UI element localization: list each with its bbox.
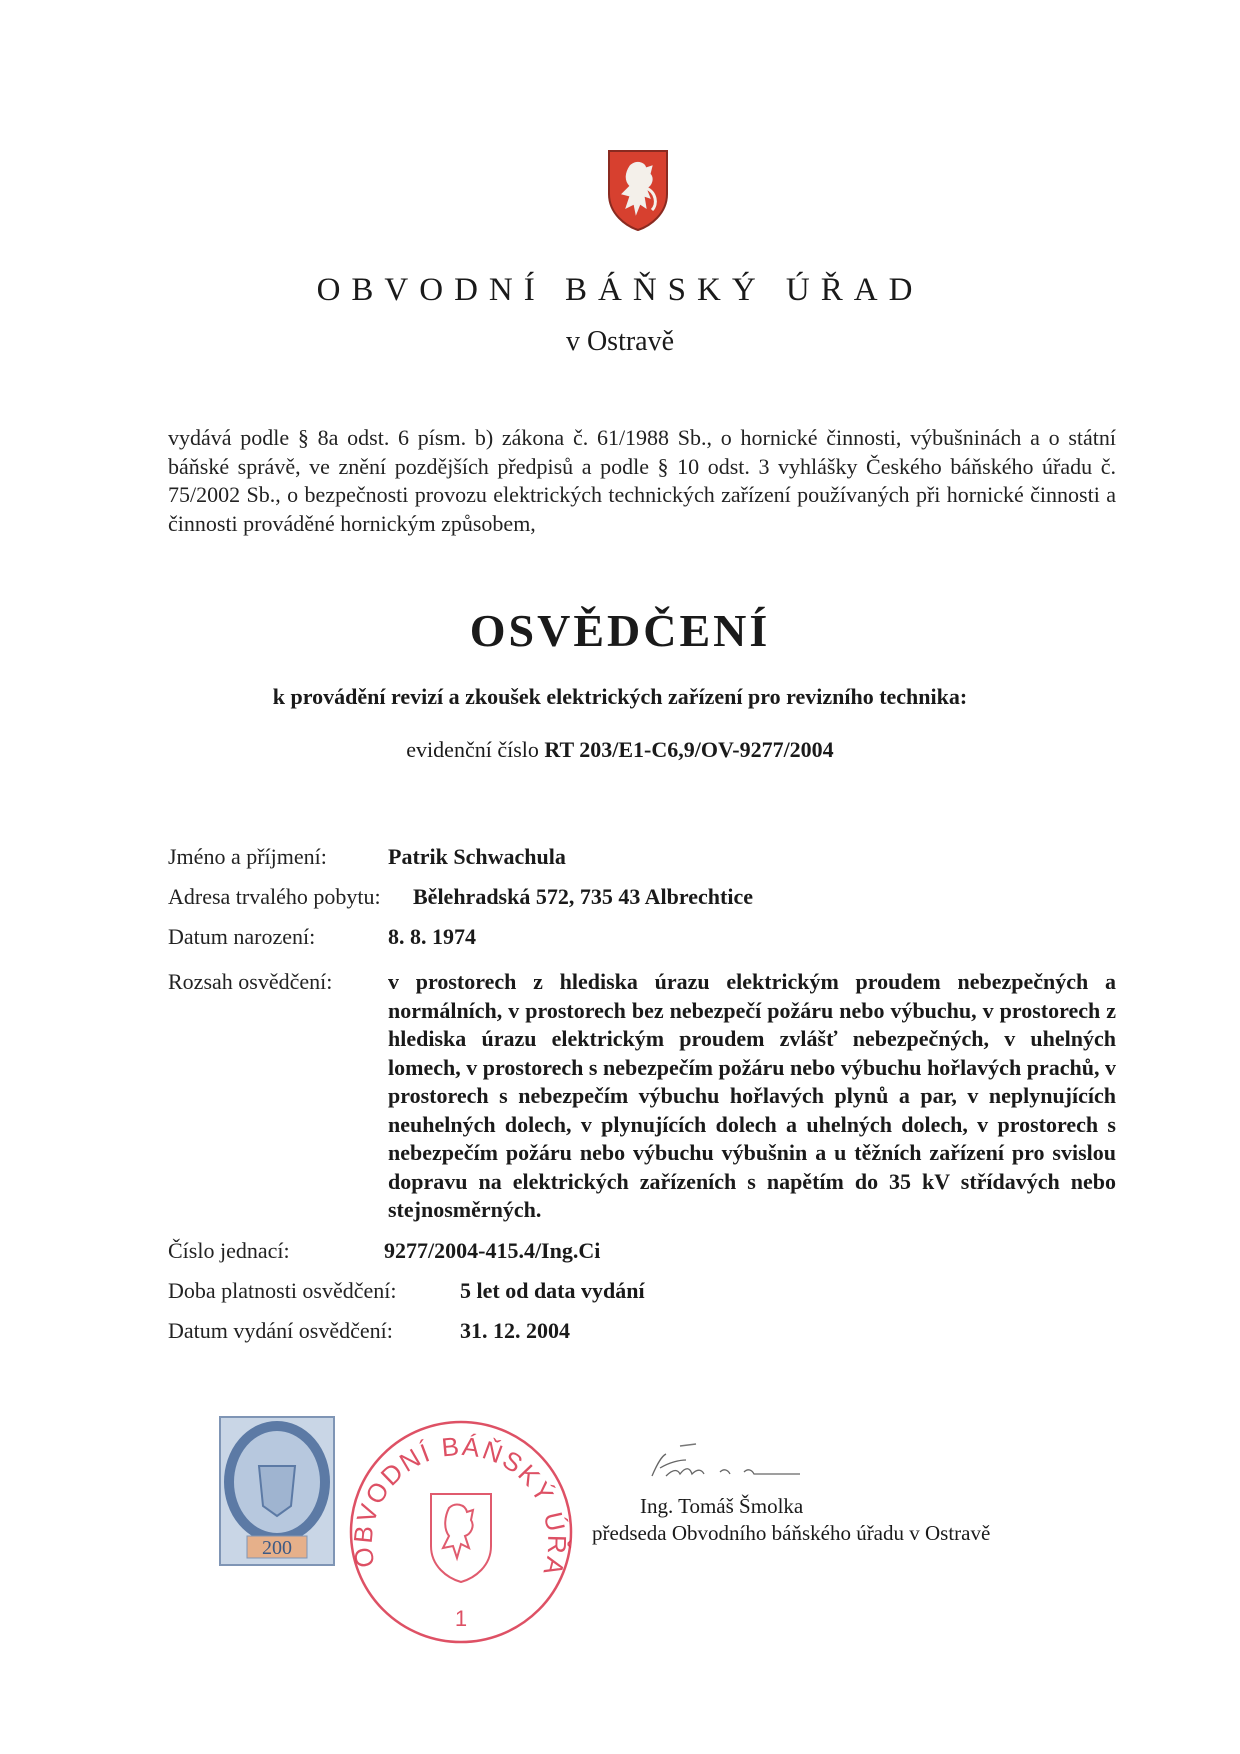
ref-row — [168, 1237, 1116, 1277]
certificate-fields — [168, 843, 1116, 1357]
authority-name: OBVODNÍ BÁŇSKÝ ÚŘAD — [316, 272, 924, 308]
address-label: Adresa trvalého pobytu: — [168, 884, 381, 909]
czech-coat-of-arms-icon — [606, 148, 670, 232]
name-row — [168, 843, 1116, 883]
handwritten-signature — [640, 1440, 810, 1490]
certificate-title: OSVĚDČENÍ — [469, 605, 771, 656]
birth-value: 8. 8. 1974 — [388, 924, 476, 949]
svg-text:OBVODNÍ BÁŇSKÝ ÚŘAD OSTRAVA: OBVODNÍ BÁŇSKÝ ÚŘA — [347, 1430, 573, 1581]
signatory-role: předseda Obvodního báňského úřadu v Ostravě — [592, 1521, 991, 1545]
scope-value: v prostorech z hlediska úrazu elektrickým proudem nebezpečných a normálních, v prostorech bez nebezpečí požáru nebo výbuchu, v prostorech z hlediska úrazu elektrickým proudem zvlášť nebezpečných, v uhelných lomech, v prostorech s nebezpečím požáru nebo výbuchu hořlavých prachů, v prostorech s nebezpečím výbuchu hořlavých plynů a par, v neplynujících neuhelných dolech, v plynujících dolech a uhelných dolech, v prostorech s nebezpečím požáru nebo výbuchu výbušnin a u těžních zařízení pro svislou dopravu na elektrických zařízeních s napětím do 35 kV střídavých nebo stejnosměrných. — [388, 969, 1116, 1222]
name-label: Jméno a příjmení: — [168, 844, 327, 869]
certificate-subtitle: k provádění revizí a zkoušek elektrických zařízení pro revizního technika: — [272, 684, 968, 709]
issued-value: 31. 12. 2004 — [460, 1317, 570, 1343]
birth-row — [168, 923, 1116, 968]
registration-label: evidenční číslo — [406, 737, 539, 762]
ref-value: 9277/2004-415.4/Ing.Ci — [384, 1237, 601, 1263]
signatory-name: Ing. Tomáš Šmolka — [640, 1494, 804, 1518]
revenue-stamp-value: 200 — [262, 1537, 292, 1559]
validity-value: 5 let od data vydání — [460, 1277, 645, 1303]
svg-text:1: 1 — [454, 1606, 468, 1631]
ref-label: Číslo jednací: — [168, 1237, 290, 1263]
name-value: Patrik Schwachula — [388, 844, 566, 869]
scope-label: Rozsah osvědčení: — [168, 969, 333, 994]
legal-preamble: vydává podle § 8a odst. 6 písm. b) zákona č. 61/1988 Sb., o hornické činnosti, výbušninách a o státní báňské správě, ve znění pozdějších předpisů a podle § 10 odst. 3 vyhlášky Českého báňského úřadu č. 75/2002 Sb., o bezpečnosti provozu elektrických technických zařízení používaných při hornické činnosti a činnosti prováděné hornickým způsobem, — [168, 425, 1116, 536]
validity-row — [168, 1277, 1116, 1317]
official-stamp — [345, 1416, 577, 1648]
scope-row — [168, 968, 1116, 1225]
emblem — [606, 148, 670, 232]
validity-label: Doba platnosti osvědčení: — [168, 1277, 397, 1303]
address-row — [168, 883, 1116, 923]
registration-line — [0, 737, 1240, 763]
authority-city: v Ostravě — [565, 326, 675, 357]
registration-number: RT 203/E1-C6,9/OV-9277/2004 — [544, 737, 834, 762]
address-value: Bělehradská 572, 735 43 Albrechtice — [413, 884, 753, 909]
issued-label: Datum vydání osvědčení: — [168, 1317, 393, 1343]
birth-label: Datum narození: — [168, 924, 316, 949]
issued-row — [168, 1317, 1116, 1357]
revenue-stamp — [219, 1416, 335, 1566]
